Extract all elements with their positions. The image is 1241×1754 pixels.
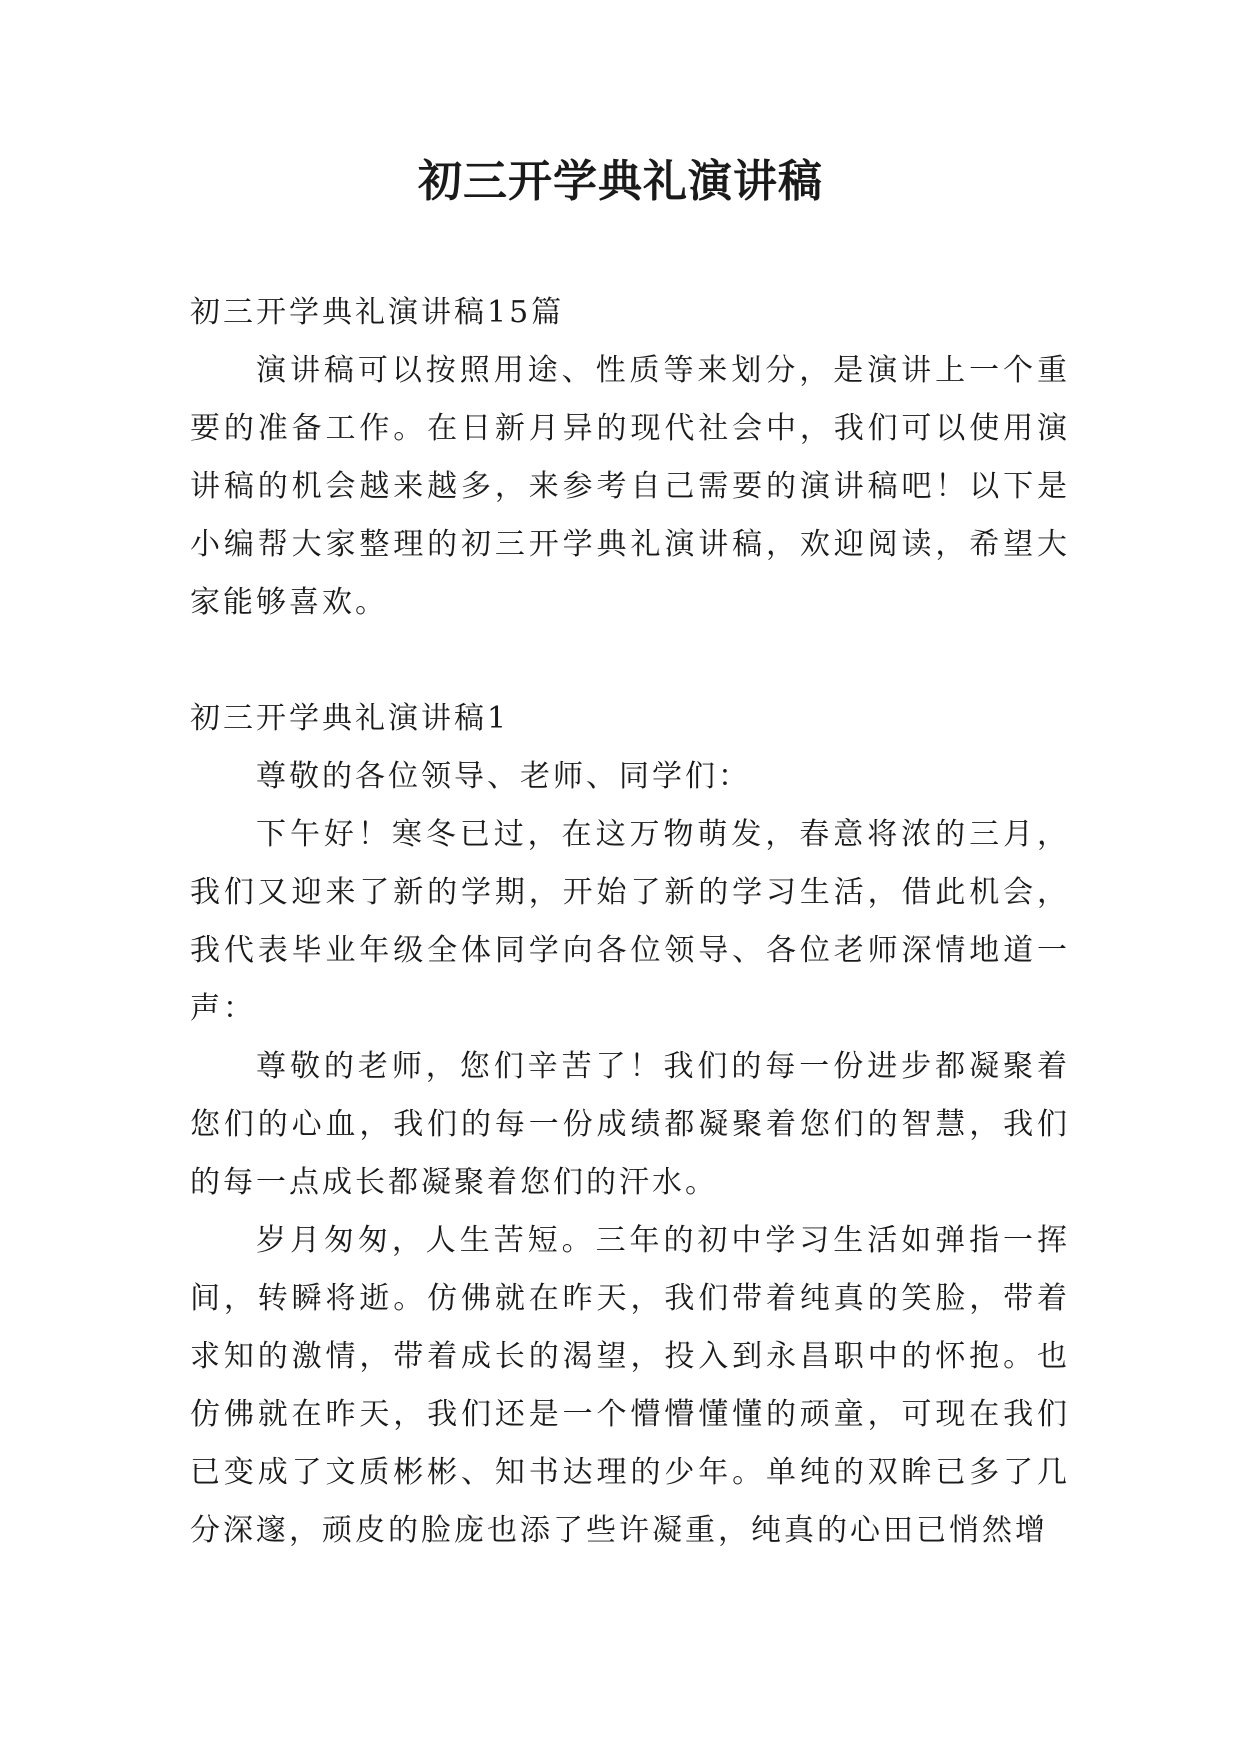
- body-paragraph: 岁月匆匆，人生苦短。三年的初中学习生活如弹指一挥间，转瞬将逝。仿佛就在昨天，我们带着纯真的笑脸，带着求知的激情，带着成长的渴望，投入到永昌职中的怀抱。也仿佛就在昨天，我们还是一个懵懵懂懂的顽童，可现在我们已变成了文质彬彬、知书达理的少年。单纯的双眸已多了几分深邃，顽皮的脸庞也添了些许凝重，纯真的心田已悄然增: [190, 1223, 1070, 1548]
- intro-paragraph: 演讲稿可以按照用途、性质等来划分，是演讲上一个重要的准备工作。在日新月异的现代社会中，我们可以使用演讲稿的机会越来越多，来参考自己需要的演讲稿吧！以下是小编帮大家整理的初三开学典礼演讲稿，欢迎阅读，希望大家能够喜欢。: [190, 353, 1070, 620]
- body-paragraph: 下午好！寒冬已过，在这万物萌发，春意将浓的三月，我们又迎来了新的学期，开始了新的学习生活，借此机会，我代表毕业年级全体同学向各位领导、各位老师深情地道一声：: [190, 817, 1070, 1026]
- salutation-paragraph: 尊敬的各位领导、老师、同学们：: [256, 759, 751, 794]
- document-body: [190, 284, 1070, 1560]
- page-title: 初三开学典礼演讲稿: [418, 156, 823, 207]
- document-subtitle: 初三开学典礼演讲稿15篇: [190, 295, 565, 330]
- section-heading: 初三开学典礼演讲稿1: [190, 701, 510, 736]
- section-spacer: [190, 632, 1070, 690]
- body-paragraph: 尊敬的老师，您们辛苦了！我们的每一份进步都凝聚着您们的心血，我们的每一份成绩都凝聚着您们的智慧，我们的每一点成长都凝聚着您们的汗水。: [190, 1049, 1070, 1200]
